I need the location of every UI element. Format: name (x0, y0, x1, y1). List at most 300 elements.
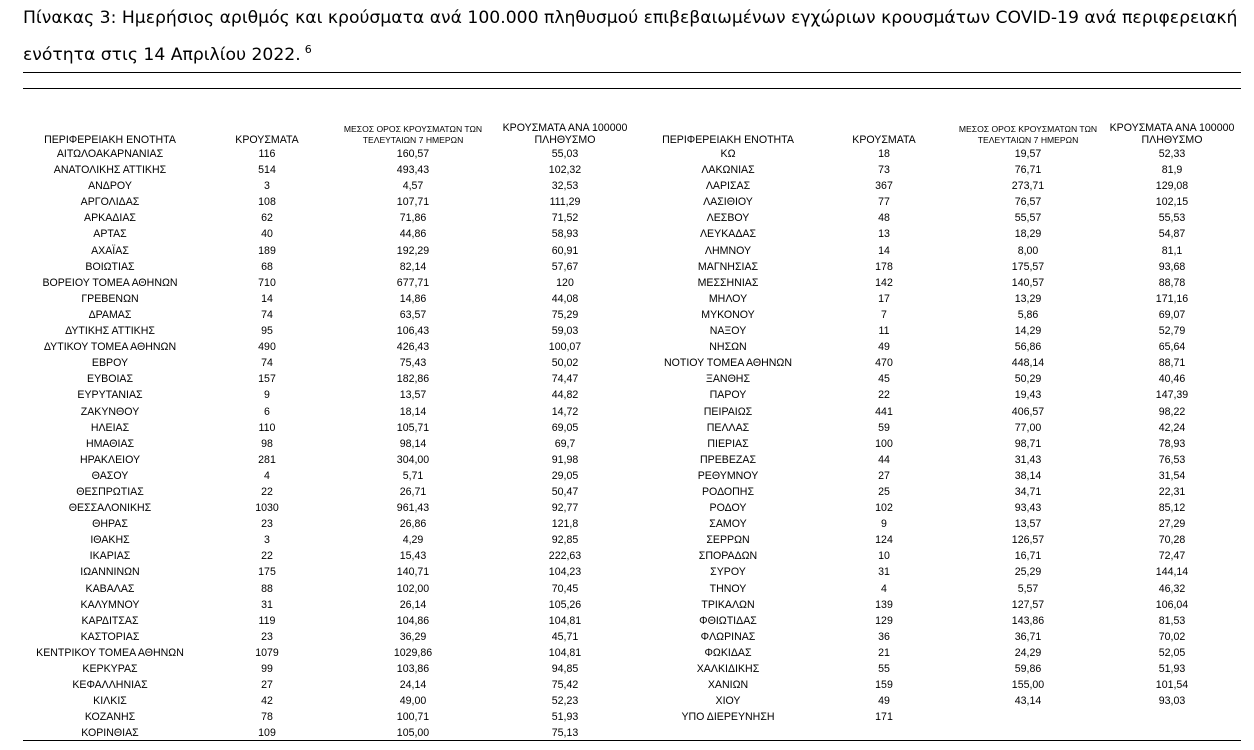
cell-unit-right: ΜΑΓΝΗΣΙΑΣ (697, 260, 759, 273)
cell-per100k-left: 50,47 (551, 485, 579, 498)
cell-avg7-right: 56,86 (1014, 341, 1042, 354)
cell-unit-left: ΑΡΚΑΔΙΑΣ (84, 212, 136, 225)
cell-unit-right: ΝΗΣΩΝ (709, 341, 747, 354)
cell-per100k-right: 81,1 (1161, 244, 1183, 257)
cell-cases-left: 68 (261, 260, 273, 273)
cell-per100k-right: 40,46 (1158, 373, 1186, 386)
cell-per100k-right: 78,93 (1158, 437, 1186, 450)
cell-avg7-left: 192,29 (396, 244, 430, 257)
cell-cases-left: 78 (261, 711, 273, 724)
cell-unit-right: ΦΛΩΡΙΝΑΣ (700, 630, 756, 643)
title-text: Πίνακας 3: Ημερήσιος αριθμός και κρούσματα ανά 100.000 πληθυσμού επιβεβαιωμένων εγχώριων κρουσμάτων COVID-19 ανά περιφερειακή ενότητα στις 14 Απριλίου 2022. (23, 8, 1238, 65)
cell-per100k-left: 51,93 (551, 711, 579, 724)
cell-per100k-left: 111,29 (549, 196, 581, 209)
cell-per100k-left: 55,03 (551, 148, 579, 160)
cell-per100k-left: 29,05 (551, 469, 579, 482)
cell-unit-right: ΛΕΥΚΑΔΑΣ (699, 228, 757, 241)
table-row (23, 581, 1241, 597)
cell-unit-left: ΚΑΡΔΙΤΣΑΣ (81, 614, 139, 627)
cell-avg7-right: 406,57 (1011, 405, 1045, 418)
cell-unit-left: ΓΡΕΒΕΝΩΝ (81, 292, 139, 305)
cell-per100k-right: 55,53 (1158, 212, 1186, 225)
cell-avg7-left: 14,86 (399, 292, 427, 305)
col-header-avg7-right: ΜΕΣΟΣ ΟΡΟΣ ΚΡΟΥΣΜΑΤΩΝ ΤΩΝ ΤΕΛΕΥΤΑΙΩΝ 7 ΗΜΕΡΩΝ (958, 124, 1098, 145)
cell-unit-left: ΔΥΤΙΚΟΥ ΤΟΜΕΑ ΑΘΗΝΩΝ (43, 341, 177, 354)
cell-cases-right: 4 (881, 582, 887, 595)
cell-unit-right: ΦΩΚΙΔΑΣ (704, 646, 752, 659)
cell-cases-left: 9 (264, 389, 270, 402)
bottom-divider (23, 740, 1241, 741)
cell-per100k-right: 42,24 (1158, 421, 1186, 434)
cell-avg7-right: 34,71 (1014, 485, 1042, 498)
cell-per100k-left: 75,42 (551, 679, 579, 692)
cell-per100k-left: 92,85 (551, 534, 579, 547)
cell-per100k-right: 81,9 (1161, 164, 1183, 177)
cell-cases-left: 31 (261, 598, 273, 611)
cell-per100k-left: 105,26 (548, 598, 582, 611)
col-header-unit-left: ΠΕΡΙΦΕΡΕΙΑΚΗ ΕΝΟΤΗΤΑ (44, 134, 176, 146)
cell-avg7-left: 26,86 (399, 518, 427, 531)
cell-per100k-left: 120 (556, 276, 574, 289)
cell-avg7-left: 82,14 (399, 260, 427, 273)
cell-unit-right: ΜΗΛΟΥ (708, 292, 748, 305)
table-row (23, 146, 1241, 162)
table-row (23, 677, 1241, 693)
cell-cases-right: 171 (875, 711, 893, 724)
cell-avg7-right: 273,71 (1011, 180, 1045, 193)
cell-per100k-right: 171,16 (1155, 292, 1189, 305)
page-title (23, 3, 1245, 71)
cell-cases-left: 74 (261, 357, 273, 370)
cell-cases-right: 139 (875, 598, 893, 611)
cell-per100k-left: 100,07 (548, 341, 582, 354)
cell-avg7-right: 155,00 (1011, 679, 1045, 692)
col-header-cases-left: ΚΡΟΥΣΜΑΤΑ (235, 134, 299, 146)
cell-avg7-left: 4,57 (402, 180, 424, 193)
cell-cases-left: 281 (258, 453, 276, 466)
cell-per100k-right (1103, 709, 1241, 725)
cell-unit-left: ΘΕΣΠΡΩΤΙΑΣ (76, 485, 144, 498)
cell-avg7-right: 16,71 (1014, 550, 1042, 563)
cell-cases-right: 31 (878, 566, 890, 579)
cell-cases-right: 44 (878, 453, 890, 466)
cell-per100k-right: 46,32 (1158, 582, 1186, 595)
cell-per100k-left: 121,8 (551, 518, 579, 531)
top-divider (23, 72, 1241, 73)
cell-per100k-right: 102,15 (1155, 196, 1189, 209)
table-row (23, 210, 1241, 226)
cell-avg7-right: 55,57 (1014, 212, 1042, 225)
cell-cases-left: 1030 (255, 502, 279, 515)
cell-per100k-left: 70,45 (551, 582, 579, 595)
cell-avg7-left: 1029,86 (393, 646, 433, 659)
cell-cases-left: 119 (258, 614, 276, 627)
cell-unit-right: ΚΩ (720, 148, 736, 160)
cell-per100k-left: 59,03 (551, 325, 579, 338)
cell-per100k-right: 98,22 (1158, 405, 1186, 418)
table-row (23, 291, 1241, 307)
cell-avg7-left: 100,71 (396, 711, 430, 724)
cell-per100k-left: 69,7 (554, 437, 576, 450)
cell-avg7-left: 677,71 (396, 276, 430, 289)
cell-cases-left: 514 (258, 164, 276, 177)
cell-per100k-right: 65,64 (1158, 341, 1186, 354)
cell-avg7-right: 5,57 (1017, 582, 1039, 595)
cell-avg7-left: 18,14 (399, 405, 427, 418)
cell-avg7-right (953, 709, 1103, 725)
cell-cases-right: 48 (878, 212, 890, 225)
table-row (23, 564, 1241, 580)
cell-avg7-left: 24,14 (399, 679, 427, 692)
cell-avg7-right: 59,86 (1014, 663, 1042, 675)
cell-per100k-right: 54,87 (1158, 228, 1186, 241)
cell-cases-right: 13 (878, 228, 890, 241)
cell-avg7-left: 107,71 (396, 196, 430, 209)
cell-per100k-right: 72,47 (1158, 550, 1186, 563)
cell-avg7-left: 98,14 (399, 437, 427, 450)
table-row (23, 484, 1241, 500)
cell-avg7-right: 140,57 (1011, 276, 1045, 289)
cell-cases-right: 142 (875, 276, 893, 289)
cell-unit-right: ΦΘΙΩΤΙΔΑΣ (699, 614, 757, 627)
cell-per100k-left: 74,47 (551, 373, 579, 386)
cell-avg7-left: 49,00 (399, 695, 427, 708)
table-row (23, 613, 1241, 629)
cell-cases-right: 10 (878, 550, 890, 563)
cell-avg7-left: 63,57 (399, 308, 427, 321)
cell-avg7-right: 76,71 (1014, 164, 1042, 177)
cell-unit-right: ΠΑΡΟΥ (709, 389, 747, 402)
cell-cases-right: 159 (875, 679, 893, 692)
cell-per100k-left: 92,77 (551, 502, 579, 515)
cell-unit-left: ΑΝΑΤΟΛΙΚΗΣ ΑΤΤΙΚΗΣ (53, 164, 167, 177)
cell-avg7-right: 175,57 (1011, 260, 1045, 273)
cell-avg7-left: 961,43 (396, 502, 430, 515)
cell-cases-right: 100 (875, 437, 893, 450)
cell-unit-right: ΡΟΔΟΠΗΣ (701, 485, 755, 498)
cell-cases-right: 22 (878, 389, 890, 402)
table-body (23, 146, 1241, 741)
table-row (23, 387, 1241, 403)
cell-avg7-left: 160,57 (396, 148, 430, 160)
table-row (23, 194, 1241, 210)
cell-cases-left: 175 (258, 566, 276, 579)
cell-avg7-right: 50,29 (1014, 373, 1042, 386)
cell-cases-right: 14 (878, 244, 890, 257)
cell-cases-left: 74 (261, 308, 273, 321)
table-header-row (23, 114, 1241, 146)
cell-per100k-right: 85,12 (1158, 502, 1186, 515)
cell-avg7-left: 26,71 (399, 485, 427, 498)
cell-unit-right: ΧΙΟΥ (715, 695, 741, 708)
cell-per100k-right: 22,31 (1158, 485, 1186, 498)
cell-per100k-left: 71,52 (551, 212, 579, 225)
cell-unit-left: ΚΟΡΙΝΘΙΑΣ (81, 727, 139, 740)
cell-cases-left: 710 (258, 276, 276, 289)
cell-per100k-left: 60,91 (551, 244, 579, 257)
cell-per100k-right: 93,03 (1158, 695, 1186, 708)
cell-cases-right: 59 (878, 421, 890, 434)
cell-cases-right: 49 (878, 341, 890, 354)
cell-per100k-right: 106,04 (1155, 598, 1189, 611)
cell-cases-right: 73 (878, 164, 890, 177)
footnote-marker: 6 (304, 43, 312, 56)
cell-unit-left: ΙΚΑΡΙΑΣ (89, 550, 131, 563)
cell-unit-right: ΣΥΡΟΥ (710, 566, 746, 579)
cell-cases-left: 99 (261, 663, 273, 675)
cell-per100k-left: 102,32 (548, 164, 582, 177)
cell-unit-right: ΡΟΔΟΥ (709, 502, 747, 515)
cell-unit-right: ΜΕΣΣΗΝΙΑΣ (697, 276, 759, 289)
cell-avg7-left: 304,00 (396, 453, 430, 466)
cell-unit-right: ΠΕΛΛΑΣ (706, 421, 750, 434)
col-header-per100k-left: ΚΡΟΥΣΜΑΤΑ ΑΝΑ 100000 ΠΛΗΘΥΣΜΟ (502, 122, 628, 146)
cell-per100k-left: 14,72 (551, 405, 579, 418)
table-row (23, 709, 1241, 725)
cell-cases-right: 124 (875, 534, 893, 547)
cell-avg7-right: 25,29 (1014, 566, 1042, 579)
cell-cases-right: 17 (878, 292, 890, 305)
table-row (23, 226, 1241, 242)
cell-avg7-right: 448,14 (1011, 357, 1045, 370)
col-header-per100k-right: ΚΡΟΥΣΜΑΤΑ ΑΝΑ 100000 ΠΛΗΘΥΣΜΟ (1109, 122, 1235, 146)
cell-per100k-right: 52,79 (1158, 325, 1186, 338)
cell-unit-right: ΛΑΣΙΘΙΟΥ (703, 196, 753, 209)
cell-per100k-right: 93,68 (1158, 260, 1186, 273)
cell-avg7-right: 8,00 (1017, 244, 1039, 257)
cell-per100k-right: 88,71 (1158, 357, 1186, 370)
cell-cases-left: 22 (261, 550, 273, 563)
cell-unit-left: ΘΕΣΣΑΛΟΝΙΚΗΣ (68, 502, 152, 515)
cell-unit-right: ΝΑΞΟΥ (709, 325, 747, 338)
cell-cases-left: 27 (261, 679, 273, 692)
cell-cases-right: 9 (881, 518, 887, 531)
cell-unit-right: ΛΕΣΒΟΥ (706, 212, 750, 225)
cell-cases-right: 470 (875, 357, 893, 370)
cell-unit-left: ΖΑΚΥΝΘΟΥ (80, 405, 140, 418)
cell-unit-left: ΘΗΡΑΣ (92, 518, 128, 531)
cell-avg7-right: 19,43 (1014, 389, 1042, 402)
cell-cases-right: 18 (878, 148, 890, 160)
table-row (23, 516, 1241, 532)
cell-avg7-left: 5,71 (402, 469, 424, 482)
col-header-avg7-left: ΜΕΣΟΣ ΟΡΟΣ ΚΡΟΥΣΜΑΤΩΝ ΤΩΝ ΤΕΛΕΥΤΑΙΩΝ 7 ΗΜΕΡΩΝ (343, 124, 483, 145)
cell-unit-left: ΑΝΔΡΟΥ (88, 180, 132, 193)
cell-unit-right: ΞΑΝΘΗΣ (705, 373, 751, 386)
cell-avg7-right: 76,57 (1014, 196, 1042, 209)
cell-unit-left: ΙΘΑΚΗΣ (90, 534, 130, 547)
cell-cases-right: 27 (878, 469, 890, 482)
cell-avg7-right: 5,86 (1017, 308, 1039, 321)
cell-unit-left: ΘΑΣΟΥ (91, 469, 129, 482)
cell-cases-left: 62 (261, 212, 273, 225)
table-row (23, 436, 1241, 452)
cell-cases-right: 21 (878, 646, 890, 659)
cell-cases-left: 6 (264, 405, 270, 418)
cell-per100k-left: 52,23 (551, 695, 579, 708)
cell-unit-right: ΧΑΛΚΙΔΙΚΗΣ (696, 663, 760, 675)
cell-unit-right: ΠΡΕΒΕΖΑΣ (700, 453, 756, 466)
cell-unit-left: ΚΕΡΚΥΡΑΣ (82, 663, 138, 675)
cell-cases-left: 110 (258, 421, 276, 434)
cell-per100k-left: 104,23 (548, 566, 582, 579)
cell-unit-left: ΕΥΡΥΤΑΝΙΑΣ (77, 389, 143, 402)
table-row (23, 693, 1241, 709)
cell-cases-right: 441 (875, 405, 893, 418)
cell-avg7-right: 13,57 (1014, 518, 1042, 531)
table-row (23, 355, 1241, 371)
cell-per100k-left: 104,81 (548, 646, 582, 659)
cell-unit-left: ΚΕΝΤΡΙΚΟΥ ΤΟΜΕΑ ΑΘΗΝΩΝ (36, 646, 184, 659)
cell-cases-left: 98 (261, 437, 273, 450)
cell-avg7-left: 103,86 (396, 663, 430, 675)
cell-per100k-left: 32,53 (551, 180, 579, 193)
cell-cases-left: 22 (261, 485, 273, 498)
cell-per100k-left: 75,13 (551, 727, 579, 740)
cell-avg7-left: 182,86 (396, 373, 430, 386)
cell-avg7-left: 102,00 (396, 582, 430, 595)
cell-unit-right: ΣΠΟΡΑΔΩΝ (698, 550, 758, 563)
cell-per100k-left: 44,08 (551, 292, 579, 305)
table-row (23, 420, 1241, 436)
table-row (23, 259, 1241, 275)
cell-per100k-right: 144,14 (1155, 566, 1189, 579)
cell-per100k-right: 51,93 (1158, 663, 1186, 675)
cell-unit-left: ΗΡΑΚΛΕΙΟΥ (79, 453, 141, 466)
cell-per100k-right: 147,39 (1155, 389, 1189, 402)
cell-cases-left: 3 (264, 180, 270, 193)
cell-unit-left: ΑΧΑΪΑΣ (91, 244, 129, 257)
cell-cases-left: 4 (264, 469, 270, 482)
cell-avg7-left: 105,71 (396, 421, 430, 434)
cell-avg7-left: 105,00 (396, 727, 430, 740)
cell-avg7-left: 26,14 (399, 598, 427, 611)
cell-avg7-right: 127,57 (1011, 598, 1045, 611)
cell-cases-right: 25 (878, 485, 890, 498)
cell-unit-left: ΒΟΙΩΤΙΑΣ (85, 260, 135, 273)
cell-cases-left: 42 (261, 695, 273, 708)
cell-cases-left: 23 (261, 518, 273, 531)
cell-avg7-left: 75,43 (399, 357, 427, 370)
cell-per100k-right: 27,29 (1158, 518, 1186, 531)
cell-avg7-right: 38,14 (1014, 469, 1042, 482)
table-row (23, 468, 1241, 484)
cell-cases-right: 55 (878, 663, 890, 675)
cell-per100k-right: 70,02 (1158, 630, 1186, 643)
cell-cases-left: 95 (261, 325, 273, 338)
cell-avg7-left: 15,43 (399, 550, 427, 563)
table-row (23, 548, 1241, 564)
cell-unit-right: ΥΠΟ ΔΙΕΡΕΥΝΗΣΗ (681, 711, 775, 724)
cell-unit-right: ΛΑΚΩΝΙΑΣ (701, 164, 755, 177)
header-divider (23, 88, 1241, 89)
table-row (23, 597, 1241, 613)
cell-avg7-right: 98,71 (1014, 437, 1042, 450)
table-row (23, 178, 1241, 194)
cell-avg7-left: 4,29 (402, 534, 424, 547)
cell-avg7-right: 13,29 (1014, 292, 1042, 305)
cell-per100k-right: 69,07 (1158, 308, 1186, 321)
cell-cases-right: 178 (875, 260, 893, 273)
cell-per100k-right: 52,05 (1158, 646, 1186, 659)
cell-per100k-left: 91,98 (551, 453, 579, 466)
cell-unit-left: ΗΜΑΘΙΑΣ (85, 437, 135, 450)
cell-cases-right: 36 (878, 630, 890, 643)
cell-avg7-right: 31,43 (1014, 453, 1042, 466)
cell-per100k-right: 70,28 (1158, 534, 1186, 547)
cell-unit-right: ΡΕΘΥΜΝΟΥ (697, 469, 759, 482)
cell-per100k-left: 45,71 (551, 630, 579, 643)
cell-avg7-left: 104,86 (396, 614, 430, 627)
cell-avg7-left: 106,43 (396, 325, 430, 338)
table-row (23, 629, 1241, 645)
cell-cases-right: 49 (878, 695, 890, 708)
cell-per100k-left: 57,67 (551, 260, 579, 273)
cell-unit-right: ΝΟΤΙΟΥ ΤΟΜΕΑ ΑΘΗΝΩΝ (663, 357, 793, 370)
cell-unit-left: ΕΒΡΟΥ (91, 357, 129, 370)
cell-avg7-right: 18,29 (1014, 228, 1042, 241)
table-row (23, 275, 1241, 291)
cell-cases-right: 7 (881, 308, 887, 321)
cell-cases-right: 11 (878, 325, 890, 338)
table-row (23, 162, 1241, 178)
cell-unit-right: ΠΙΕΡΙΑΣ (707, 437, 749, 450)
cell-avg7-right: 19,57 (1014, 148, 1042, 160)
cell-cases-right: 45 (878, 373, 890, 386)
cell-cases-right: 129 (875, 614, 893, 627)
cell-cases-left: 116 (258, 148, 276, 160)
cell-cases-right: 77 (878, 196, 890, 209)
cell-avg7-left: 36,29 (399, 630, 427, 643)
table-row (23, 532, 1241, 548)
cell-unit-left: ΚΑΒΑΛΑΣ (85, 582, 135, 595)
cell-per100k-left: 104,81 (548, 614, 582, 627)
cell-cases-left: 40 (261, 228, 273, 241)
cell-avg7-left: 493,43 (396, 164, 430, 177)
cell-unit-right: ΤΗΝΟΥ (709, 582, 747, 595)
cell-avg7-left: 140,71 (396, 566, 430, 579)
table-row (23, 371, 1241, 387)
cell-cases-left: 157 (258, 373, 276, 386)
cell-per100k-left: 44,82 (551, 389, 579, 402)
table-row (23, 243, 1241, 259)
cell-unit-left: ΚΟΖΑΝΗΣ (84, 711, 136, 724)
cell-unit-left: ΑΡΓΟΛΙΔΑΣ (80, 196, 140, 209)
cell-cases-left: 23 (261, 630, 273, 643)
cell-unit-right: ΣΕΡΡΩΝ (706, 534, 750, 547)
col-header-unit-right: ΠΕΡΙΦΕΡΕΙΑΚΗ ΕΝΟΤΗΤΑ (662, 134, 794, 146)
table-row (23, 645, 1241, 661)
cell-unit-right: ΤΡΙΚΑΛΩΝ (701, 598, 755, 611)
cell-cases-left: 3 (264, 534, 270, 547)
cell-per100k-left: 50,02 (551, 357, 579, 370)
cell-unit-left: ΑΙΤΩΛΟΑΚΑΡΝΑΝΙΑΣ (56, 148, 164, 160)
cell-per100k-left: 75,29 (551, 308, 579, 321)
cell-per100k-right: 101,54 (1155, 679, 1189, 692)
cell-unit-left: ΔΥΤΙΚΗΣ ΑΤΤΙΚΗΣ (65, 325, 155, 338)
cell-avg7-right: 143,86 (1011, 614, 1045, 627)
cell-per100k-right: 52,33 (1158, 148, 1186, 160)
table-row (23, 404, 1241, 420)
cell-unit-left: ΕΥΒΟΙΑΣ (87, 373, 133, 386)
cell-cases-left: 490 (258, 341, 276, 354)
cell-unit-left: ΚΑΛΥΜΝΟΥ (80, 598, 140, 611)
table-row (23, 323, 1241, 339)
cell-avg7-right: 14,29 (1014, 325, 1042, 338)
col-header-cases-right: ΚΡΟΥΣΜΑΤΑ (852, 134, 916, 146)
cell-unit-right: ΜΥΚΟΝΟΥ (701, 308, 755, 321)
cell-unit-left: ΑΡΤΑΣ (93, 228, 127, 241)
